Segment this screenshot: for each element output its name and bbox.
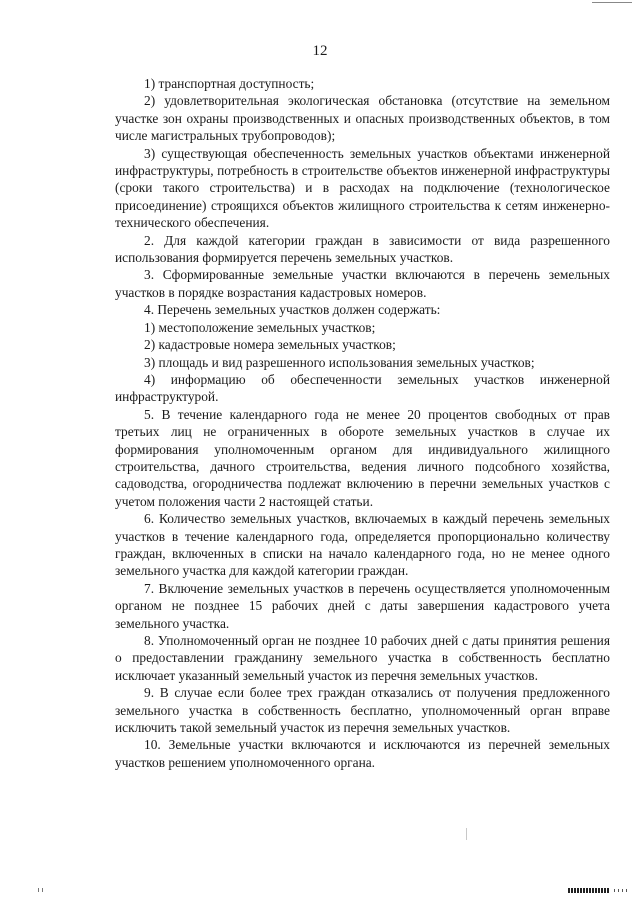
scan-artifact-top bbox=[592, 2, 632, 3]
scan-artifact-bottom-right bbox=[568, 888, 610, 893]
scan-artifact-dot bbox=[466, 828, 467, 840]
paragraph-clause-5: 5. В течение календарного года не менее 20 процентов свободных от прав третьих лиц не ограниченных в обороте земельных участков в случае их формирования уполномоченным органом для индивидуального жилищного строительства, дачного строительства, ведения личного подсобного хозяйства, садоводства, огородничества подлежат включению в перечни земельных участков с учетом положения части 2 настоящей статьи. bbox=[115, 406, 610, 509]
paragraph-item-3-infrastructure: 3) существующая обеспеченность земельных участков объектами инженерной инфраструктуры, потребность в строительстве объектов инженерной инфраструктуры (сроки такого строительства) и в расходах на подключение (технологическое присоединение) строящихся объектов жилищного строительства к сетям инженерно-технического обеспечения. bbox=[115, 145, 610, 231]
scan-artifact-bottom-left bbox=[38, 888, 46, 892]
page-number: 12 bbox=[312, 43, 328, 59]
paragraph-clause-2: 2. Для каждой категории граждан в зависимости от вида разрешенного использования формируется перечень земельных участков. bbox=[115, 232, 610, 266]
scan-artifact-bottom-right-tail bbox=[614, 889, 628, 892]
paragraph-clause-10: 10. Земельные участки включаются и исключаются из перечней земельных участков решением уполномоченного органа. bbox=[115, 737, 610, 770]
paragraph-clause-6: 6. Количество земельных участков, включаемых в каждый перечень земельных участков в течение календарного года, определяется пропорционально количеству граждан, включенных в списки на начало календарного года, но не менее одного земельного участка для каждой категории граждан. bbox=[115, 511, 610, 579]
paragraph-clause-4-item-1: 1) местоположение земельных участков; bbox=[144, 319, 376, 335]
paragraph-clause-8: 8. Уполномоченный орган не позднее 10 рабочих дней с даты принятия решения о предоставлении гражданину земельного участка в собственность бесплатно исключает указанный земельный участок из перечня земельных участков. bbox=[115, 633, 610, 683]
document-body bbox=[115, 75, 610, 771]
paragraph-clause-4-item-4: 4) информацию об обеспеченности земельных участков инженерной инфраструктурой. bbox=[115, 371, 610, 405]
paragraph-clause-4: 4. Перечень земельных участков должен содержать: bbox=[144, 302, 441, 318]
paragraph-clause-7: 7. Включение земельных участков в перечень осуществляется уполномоченным органом не позднее 15 рабочих дней с даты завершения кадастрового учета земельного участка. bbox=[115, 580, 610, 631]
paragraph-item-1-transport: 1) транспортная доступность; bbox=[144, 76, 315, 91]
paragraph-clause-9: 9. В случае если более трех граждан отказались от получения предложенного земельного участка в собственность бесплатно, уполномоченный орган вправе исключить такой земельный участок из перечня земельных участков. bbox=[115, 685, 610, 736]
paragraph-clause-4-item-2: 2) кадастровые номера земельных участков; bbox=[144, 337, 396, 353]
paragraph-clause-4-item-3: 3) площадь и вид разрешенного использования земельных участков; bbox=[144, 354, 535, 370]
paragraph-item-2-ecology: 2) удовлетворительная экологическая обстановка (отсутствие на земельном участке зон охраны производственных и опасных производственных объектов, в том числе магистральных трубопроводов); bbox=[115, 93, 610, 144]
paragraph-clause-3: 3. Сформированные земельные участки включаются в перечень земельных участков в порядке возрастания кадастровых номеров. bbox=[115, 267, 610, 300]
